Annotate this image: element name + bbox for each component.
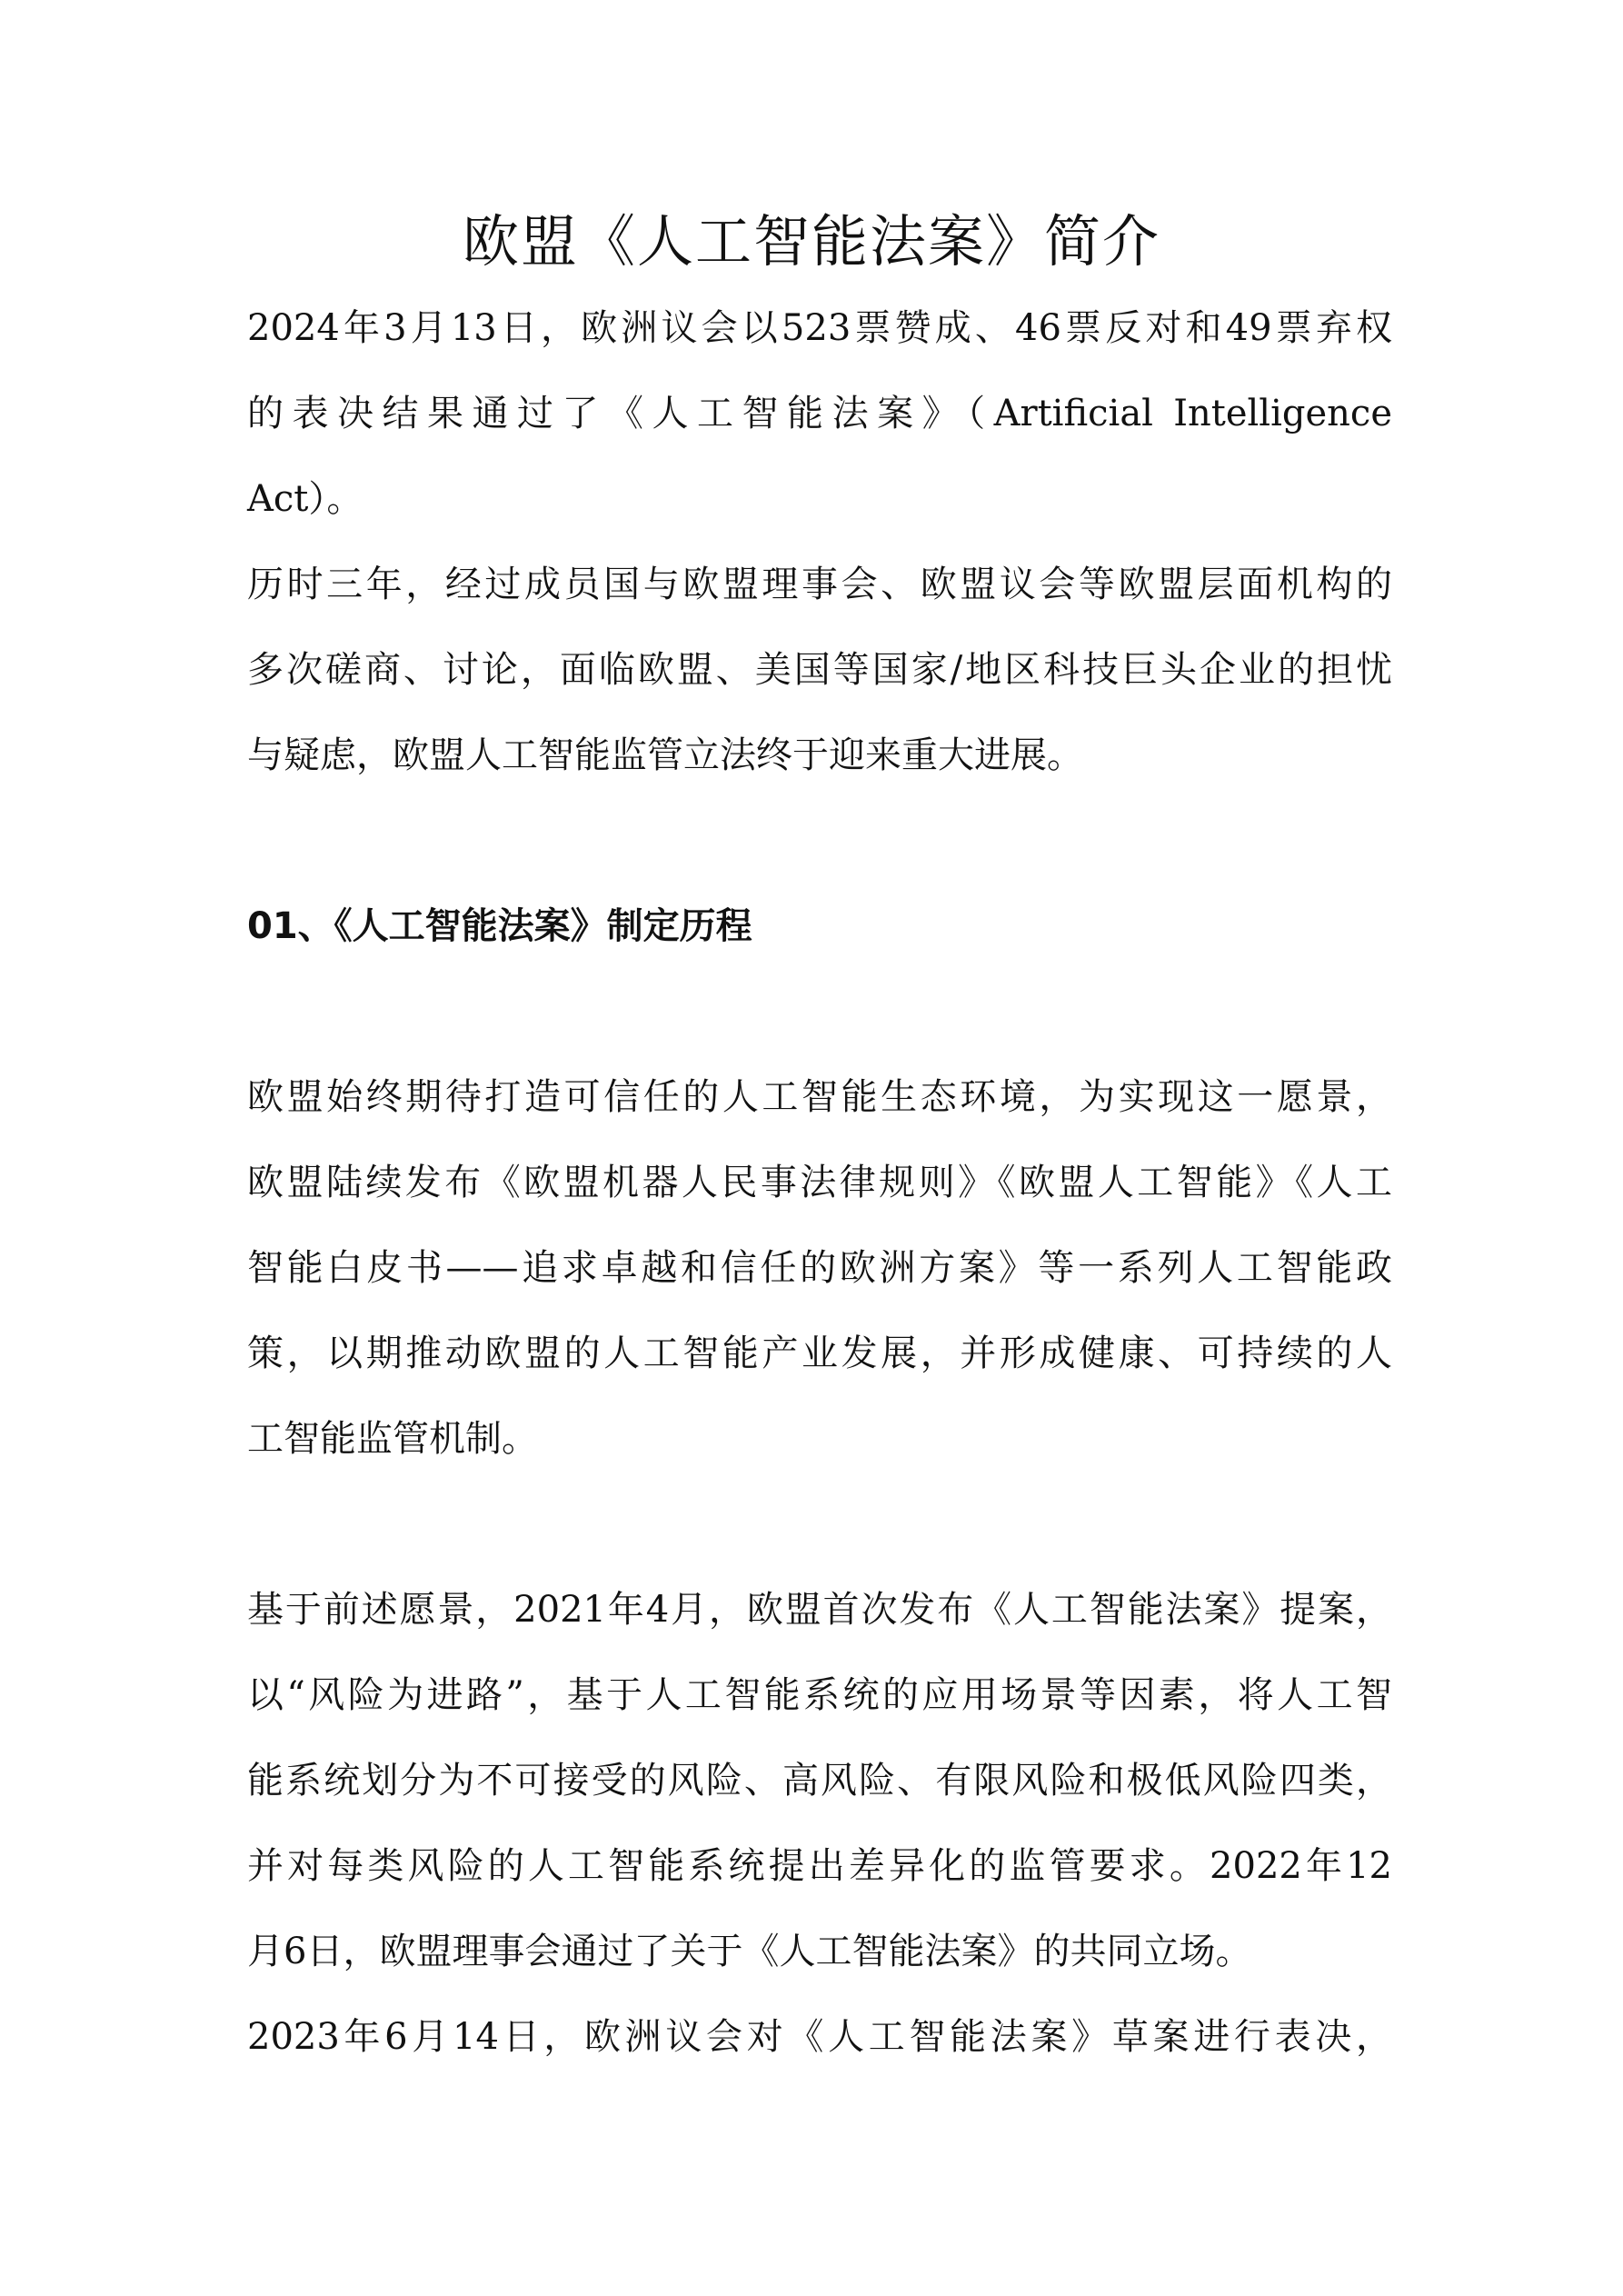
- paragraph-1-line-1: 2024年3月13日，欧洲议会以523票赞成、46票反对和49票弃权: [247, 307, 1392, 349]
- paragraph-1-line-2: 的表决结果通过了《人工智能法案》（Artificial Intelligence: [247, 393, 1392, 434]
- paragraph-3-line-1: 欧盟始终期待打造可信任的人工智能生态环境，为实现这一愿景，: [247, 1076, 1392, 1118]
- paragraph-3-line-3: 智能白皮书——追求卓越和信任的欧洲方案》等一系列人工智能政: [247, 1247, 1392, 1289]
- paragraph-3-line-4: 策，以期推动欧盟的人工智能产业发展，并形成健康、可持续的人: [247, 1333, 1392, 1374]
- paragraph-4-line-2: 以“风险为进路”，基于人工智能系统的应用场景等因素，将人工智: [247, 1674, 1392, 1716]
- paragraph-4-line-1: 基于前述愿景，2021年4月，欧盟首次发布《人工智能法案》提案，: [247, 1589, 1392, 1631]
- section-heading-01: 01、《人工智能法案》制定历程: [247, 905, 752, 947]
- paragraph-3-line-5: 工智能监管机制。: [247, 1418, 538, 1460]
- document-title: 欧盟《人工智能法案》简介: [462, 208, 1160, 275]
- paragraph-2-line-3: 与疑虑，欧盟人工智能监管立法终于迎来重大进展。: [247, 734, 1083, 776]
- paragraph-4-line-6: 2023年6月14日，欧洲议会对《人工智能法案》草案进行表决，: [247, 2016, 1392, 2058]
- paragraph-1-line-3: Act）。: [247, 478, 363, 520]
- paragraph-2-line-2: 多次磋商、讨论，面临欧盟、美国等国家/地区科技巨头企业的担忧: [247, 649, 1392, 691]
- paragraph-2-line-1: 历时三年，经过成员国与欧盟理事会、欧盟议会等欧盟层面机构的: [247, 564, 1392, 605]
- paragraph-4-line-4: 并对每类风险的人工智能系统提出差异化的监管要求。2022年12: [247, 1845, 1392, 1887]
- paragraph-4-line-5: 月6日，欧盟理事会通过了关于《人工智能法案》的共同立场。: [247, 1931, 1252, 1972]
- paragraph-3-line-2: 欧盟陆续发布《欧盟机器人民事法律规则》《欧盟人工智能》《人工: [247, 1162, 1392, 1203]
- paragraph-4-line-3: 能系统划分为不可接受的风险、高风险、有限风险和极低风险四类，: [247, 1760, 1392, 1802]
